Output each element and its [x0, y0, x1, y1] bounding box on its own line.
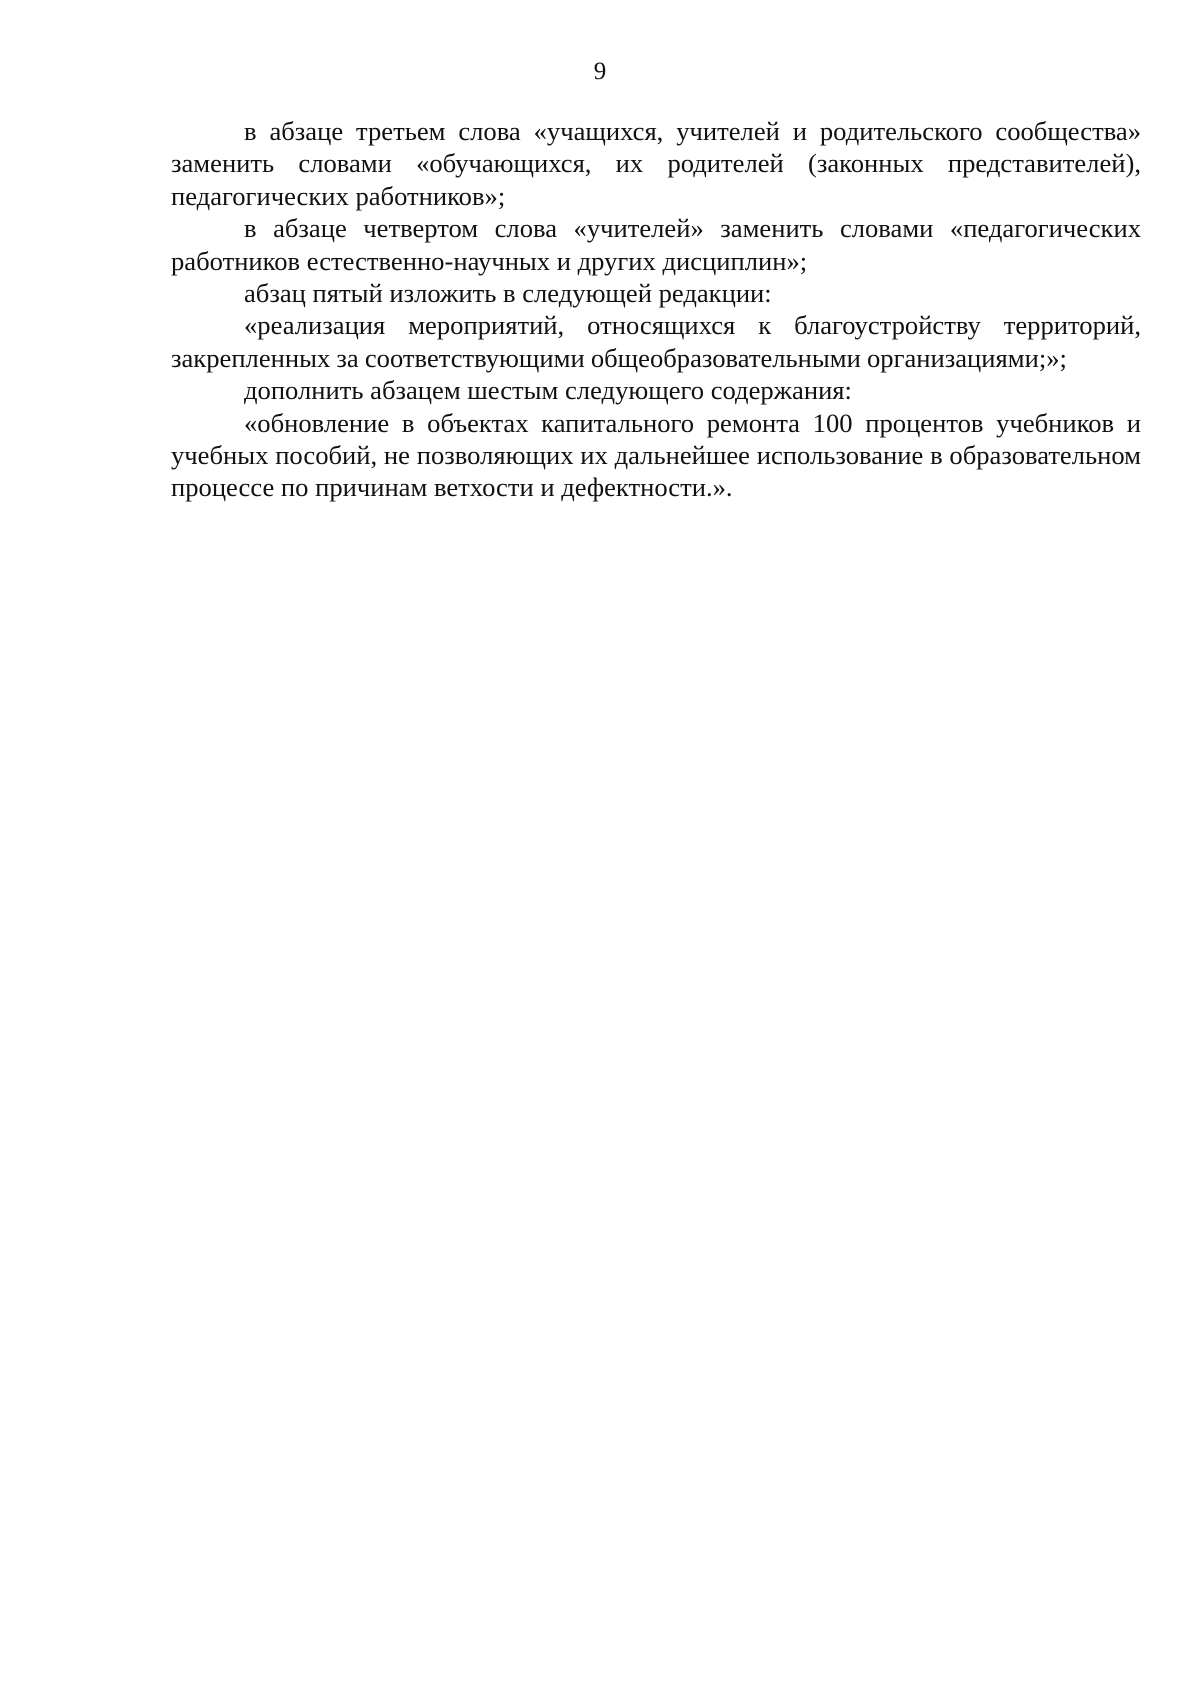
document-body: [171, 115, 1141, 504]
paragraph-fifth-new-text: «реализация мероприятий, относящихся к благоустройству территорий, закрепленных за соответствующими общеобразовательными организациями;»;: [171, 310, 1141, 373]
paragraph-amend-fifth-intro: абзац пятый изложить в следующей редакции:: [244, 278, 772, 309]
paragraph-amend-third: в абзаце третьем слова «учащихся, учителей и родительского сообщества» заменить словами «обучающихся, их родителей (законных представителей), педагогических работников»;: [171, 116, 1141, 211]
page-number: 9: [593, 58, 607, 85]
paragraph-sixth-new-text: «обновление в объектах капитального ремонта 100 процентов учебников и учебных пособий, не позволяющих их дальнейшее использование в образовательном процессе по причинам ветхости и дефектности.».: [171, 407, 1141, 503]
paragraph-amend-fourth: в абзаце четвертом слова «учителей» заменить словами «педагогических работников естественно-научных и других дисциплин»;: [171, 213, 1141, 276]
paragraph-add-sixth-intro: дополнить абзацем шестым следующего содержания:: [244, 375, 852, 406]
